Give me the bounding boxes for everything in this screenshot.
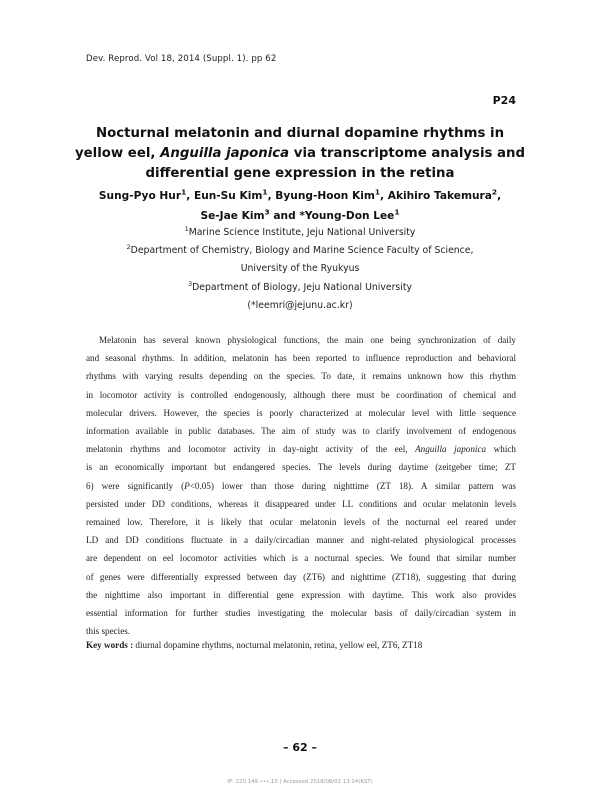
affiliation-text: University of the Ryukyus xyxy=(240,263,360,275)
title-line-2 xyxy=(60,144,540,164)
abstract-line: this species. xyxy=(86,626,131,637)
download-footer: IP: 220.149.•••.10 | Accessed 2018/08/02 13:14(KST) xyxy=(227,779,373,785)
abstract-line: in locomotor activity is controlled endogenously, although there must be coordination of chemical and xyxy=(86,389,516,400)
author-line-2 xyxy=(60,206,540,226)
author-separator: , xyxy=(380,190,388,202)
affiliation-text: Marine Science Institute, Jeju National University xyxy=(188,227,416,238)
title-line-3: differential gene expression in the retina xyxy=(145,166,455,181)
abstract-line: LD and DD conditions fluctuate in a daily/circadian manner and night-related physiological processes xyxy=(86,535,516,546)
abstract-line: information available in public databases. The aim of study was to clarify involvement of endogenous xyxy=(86,426,516,437)
species-name: Anguilla japonica xyxy=(160,146,290,161)
author-name: Byung-Hoon Kim xyxy=(275,190,375,202)
abstract-line xyxy=(86,440,516,458)
species-name: Anguilla japonica xyxy=(415,444,487,455)
abstract xyxy=(86,331,516,640)
running-head: Dev. Reprod. Vol 18, 2014 (Suppl. 1). pp 62 xyxy=(86,54,277,64)
author-affiliation-mark: 1 xyxy=(394,207,400,217)
author-separator: and xyxy=(269,210,300,222)
affiliation-list xyxy=(40,224,560,315)
affiliation-text: Department of Chemistry, Biology and Marine Science Faculty of Science, xyxy=(130,245,474,257)
author-name: Se-Jae Kim xyxy=(200,210,265,222)
keywords-text: diurnal dopamine rhythms, nocturnal melatonin, retina, yellow eel, ZT6, ZT18 xyxy=(133,640,423,650)
title-text: via transcriptome analysis and xyxy=(289,146,526,161)
author-affiliation-mark: 1 xyxy=(374,187,381,197)
affiliation-3 xyxy=(40,279,560,297)
paper-title xyxy=(60,124,540,184)
abstract-line: persisted under DD conditions, whereas it disappeared under LL conditions and ocular melatonin levels xyxy=(86,498,516,509)
abstract-text: 6) were significantly ( xyxy=(86,480,185,491)
title-line-1: Nocturnal melatonin and diurnal dopamine rhythms in xyxy=(95,126,505,141)
author-separator: , xyxy=(267,190,276,202)
affiliation-mark: 1 xyxy=(184,224,189,233)
affiliation-text: Department of Biology, Jeju National University xyxy=(192,281,412,293)
author-name: Sung-Pyo Hur xyxy=(98,190,182,202)
author-affiliation-mark: 1 xyxy=(262,187,268,197)
abstract-line: is an economically important but endangered species. The levels during daytime (zeitgeber time; ZT xyxy=(86,462,516,473)
title-text: yellow eel, xyxy=(74,146,161,161)
affiliation-2-continued xyxy=(40,260,560,278)
abstract-line xyxy=(86,477,516,495)
abstract-text: <0.05) lower than those during nighttime (ZT 18). A similar pattern was xyxy=(189,480,516,491)
affiliation-mark: 3 xyxy=(188,279,193,288)
keywords-label: Key words : xyxy=(86,640,134,650)
poster-id: P24 xyxy=(492,94,516,107)
abstract-line: rhythms with varying results depending on the species. To date, it remains unknown how this rhythm xyxy=(86,371,516,382)
abstract-line: remained low. Therefore, it is likely that ocular melatonin levels of the nocturnal eel reared under xyxy=(86,517,516,528)
abstract-line: essential information for further studies investigating the molecular basis of daily/circadian system in xyxy=(86,608,516,619)
author-name: *Young-Don Lee xyxy=(299,210,395,222)
keywords xyxy=(86,640,516,650)
abstract-line: and seasonal rhythms. In addition, melatonin has been reported to influence reproduction and behavioral xyxy=(86,353,516,364)
author-name: Akihiro Takemura xyxy=(387,190,492,202)
p-value-symbol: P xyxy=(184,480,190,491)
abstract-line: are dependent on eel locomotor activities which is a nocturnal species. We found that similar number xyxy=(86,553,516,564)
abstract-text: melatonin rhythms and locomotor activity in day-night activity of the eel, xyxy=(86,444,416,455)
page-number: – 62 – xyxy=(283,741,317,754)
abstract-text: which xyxy=(486,444,516,455)
author-affiliation-mark: 2 xyxy=(491,187,498,197)
abstract-line: Melatonin has several known physiological functions, the main one being synchronization of daily xyxy=(99,335,516,345)
author-separator: , xyxy=(186,190,194,202)
author-separator: , xyxy=(497,190,502,202)
author-line-1 xyxy=(60,186,540,206)
author-affiliation-mark: 3 xyxy=(264,207,270,217)
author-affiliation-mark: 1 xyxy=(181,187,187,197)
abstract-line: molecular drivers. However, the species is poorly characterized at molecular level with little sequence xyxy=(86,407,516,418)
author-list xyxy=(60,186,540,226)
email-text: (*leemri@jejunu.ac.kr) xyxy=(247,299,353,311)
abstract-line: the nighttime also important in differential gene expression with daytime. This work also provides xyxy=(86,589,516,600)
affiliation-1 xyxy=(40,224,560,242)
affiliation-2 xyxy=(40,242,560,260)
author-name: Eun-Su Kim xyxy=(193,190,263,202)
abstract-line: of genes were differentially expressed between day (ZT6) and nighttime (ZT18), suggesting that during xyxy=(86,571,516,582)
contact-email xyxy=(40,297,560,315)
affiliation-mark: 2 xyxy=(126,243,131,252)
